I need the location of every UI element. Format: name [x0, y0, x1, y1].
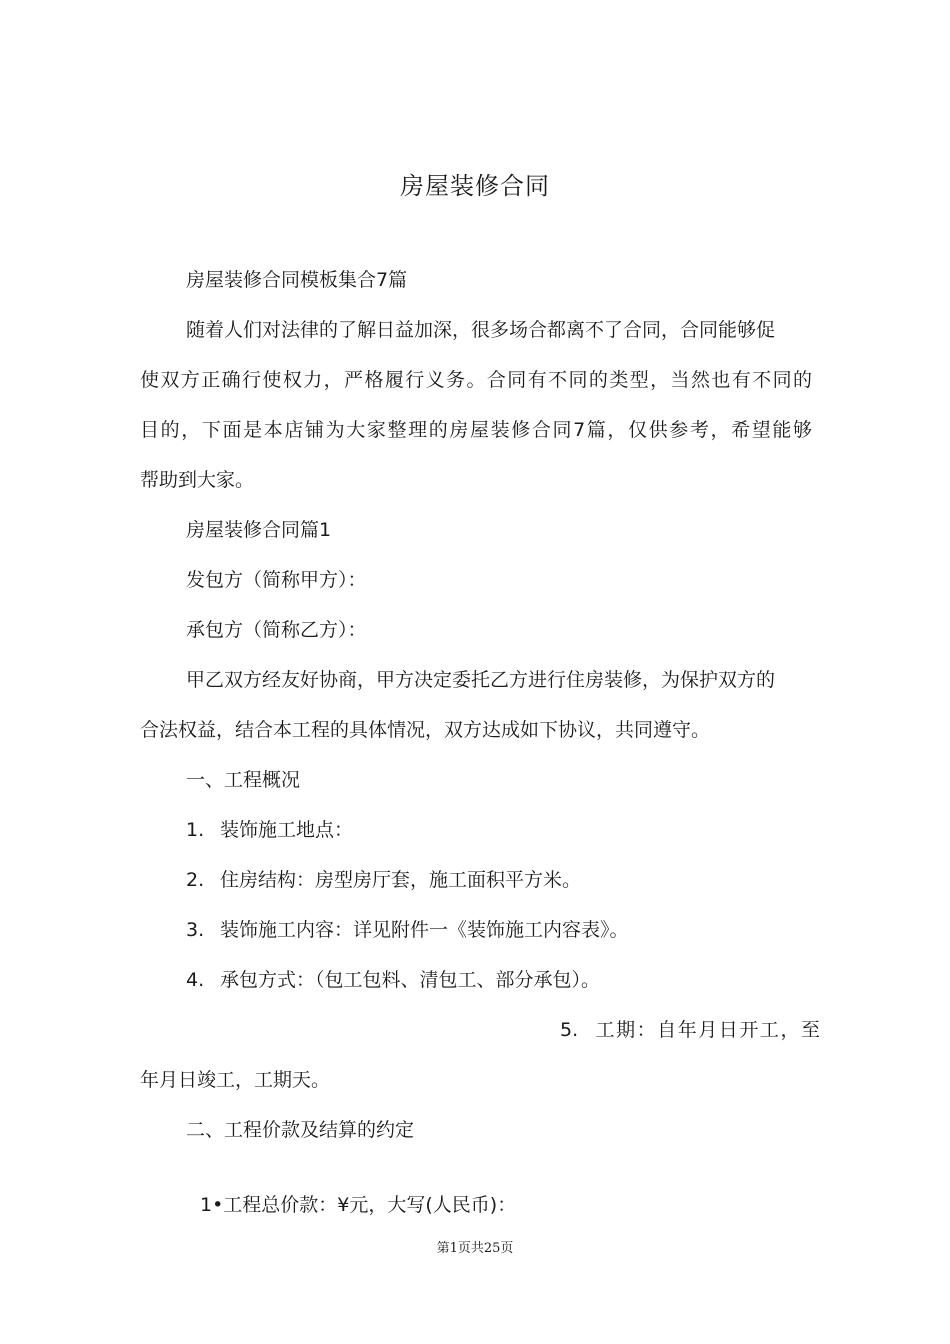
section-heading: 房屋装修合同篇1	[186, 519, 332, 541]
list-item	[186, 918, 629, 942]
list-item-number: 4.	[186, 969, 205, 991]
section-heading: 二、工程价款及结算的约定	[186, 1119, 415, 1141]
list-item	[186, 868, 581, 892]
list-item-number: 2.	[186, 869, 205, 891]
paragraph-line: 合法权益，结合本工程的具体情况，双方达成如下协议，共同遵守。	[140, 719, 711, 741]
section-heading: 一、工程概况	[186, 769, 301, 791]
list-item-text: 工期：自年月日开工，至	[594, 1019, 820, 1041]
list-item-continuation: 年月日竣工，工期天。	[140, 1069, 331, 1091]
paragraph-line: 目的，下面是本店铺为大家整理的房屋装修合同7篇，仅供参考，希望能够	[140, 419, 812, 441]
page-number-footer: 第1页共25页	[436, 1241, 514, 1256]
list-item-number: 1.	[186, 819, 205, 841]
paragraph-line: 使双方正确行使权力，严格履行义务。合同有不同的类型，当然也有不同的	[140, 369, 812, 391]
list-item-text: 装饰施工地点：	[220, 819, 354, 841]
price-line: 1•工程总价款：¥元，大写(人民币)：	[200, 1194, 517, 1216]
list-item-number: 5.	[560, 1019, 579, 1041]
list-item	[186, 968, 600, 992]
party-b-line: 承包方（简称乙方）：	[186, 619, 367, 641]
party-a-line: 发包方（简称甲方）：	[186, 569, 367, 591]
list-item-text: 承包方式：（包工包料、清包工、部分承包）。	[220, 969, 601, 991]
subtitle-line: 房屋装修合同模板集合7篇	[186, 269, 408, 291]
list-item-number: 3.	[186, 919, 205, 941]
list-item	[560, 1018, 820, 1042]
paragraph-line: 帮助到大家。	[140, 469, 255, 491]
paragraph-line: 甲乙双方经友好协商，甲方决定委托乙方进行住房装修，为保护双方的	[186, 669, 776, 691]
list-item-text: 装饰施工内容：详见附件一《装饰施工内容表》。	[220, 919, 629, 941]
list-item-text: 住房结构：房型房厅套，施工面积平方米。	[220, 869, 582, 891]
list-item	[186, 818, 353, 842]
paragraph-line: 随着人们对法律的了解日益加深，很多场合都离不了合同，合同能够促	[186, 319, 776, 341]
document-title: 房屋装修合同	[400, 172, 550, 200]
